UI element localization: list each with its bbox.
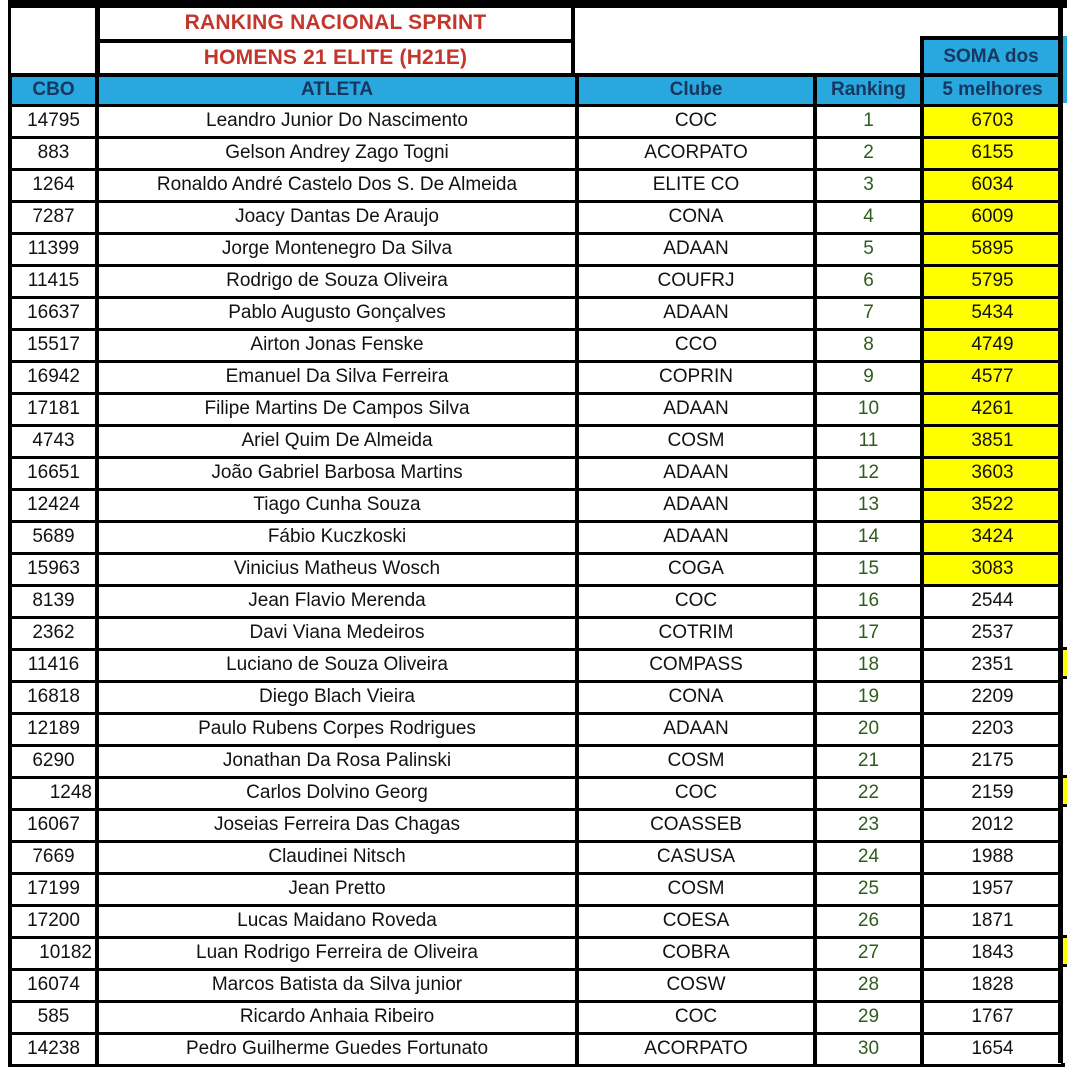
cbo-cell[interactable]: 4743 (10, 425, 97, 457)
clube-cell[interactable]: COSM (577, 873, 815, 905)
table-row (10, 393, 1063, 425)
clube-cell[interactable]: COSM (577, 425, 815, 457)
soma-cell[interactable]: 1767 (922, 1001, 1063, 1033)
ranking-cell[interactable]: 5 (815, 233, 922, 265)
page-subtitle: HOMENS 21 ELITE (H21E) (203, 45, 468, 69)
cbo-cell[interactable]: 14795 (10, 105, 97, 137)
table-row (10, 681, 1063, 713)
clube-cell[interactable]: CCO (577, 329, 815, 361)
soma-cell[interactable]: 6155 (922, 137, 1063, 169)
table-row (10, 905, 1063, 937)
soma-dos-header-cell[interactable]: SOMA dos (920, 36, 1058, 73)
atleta-cell[interactable]: Lucas Maidano Roveda (97, 905, 577, 937)
atleta-cell[interactable]: Jean Pretto (97, 873, 577, 905)
ranking-cell[interactable]: 27 (815, 937, 922, 969)
clube-cell[interactable]: COBRA (577, 937, 815, 969)
ranking-cell[interactable]: 17 (815, 617, 922, 649)
atleta-cell[interactable]: Leandro Junior Do Nascimento (97, 105, 577, 137)
ranking-cell[interactable]: 28 (815, 969, 922, 1001)
cbo-cell[interactable]: 11415 (10, 265, 97, 297)
soma-cell[interactable]: 4749 (922, 329, 1063, 361)
cbo-cell[interactable]: 8139 (10, 585, 97, 617)
soma-cell[interactable]: 3522 (922, 489, 1063, 521)
cbo-cell[interactable]: 7287 (10, 201, 97, 233)
ranking-cell[interactable]: 11 (815, 425, 922, 457)
atleta-cell[interactable]: Pedro Guilherme Guedes Fortunato (97, 1033, 577, 1065)
clube-column-header[interactable]: Clube (577, 75, 815, 105)
soma-cell[interactable]: 6703 (922, 105, 1063, 137)
atleta-cell[interactable]: Fábio Kuczkoski (97, 521, 577, 553)
ranking-cell[interactable]: 19 (815, 681, 922, 713)
soma-cell[interactable]: 2544 (922, 585, 1063, 617)
clube-cell[interactable]: CONA (577, 201, 815, 233)
table-row (10, 521, 1063, 553)
clube-cell[interactable]: COESA (577, 905, 815, 937)
cbo-cell[interactable]: 1248 (10, 777, 97, 809)
atleta-cell[interactable]: Claudinei Nitsch (97, 841, 577, 873)
table-row (10, 873, 1063, 905)
partial-next-column-highlight (1063, 935, 1067, 967)
soma-cell[interactable]: 1957 (922, 873, 1063, 905)
clube-cell[interactable]: ADAAN (577, 457, 815, 489)
table-row (10, 1001, 1063, 1033)
soma-cell[interactable]: 2175 (922, 745, 1063, 777)
cbo-cell[interactable]: 17200 (10, 905, 97, 937)
soma-cell[interactable]: 1843 (922, 937, 1063, 969)
cbo-cell[interactable]: 15517 (10, 329, 97, 361)
table-row (10, 233, 1063, 265)
soma-cell[interactable]: 3424 (922, 521, 1063, 553)
clube-cell[interactable]: COSW (577, 969, 815, 1001)
cbo-cell[interactable]: 17199 (10, 873, 97, 905)
atleta-cell[interactable]: Gelson Andrey Zago Togni (97, 137, 577, 169)
table-row (10, 841, 1063, 873)
clube-cell[interactable]: ACORPATO (577, 137, 815, 169)
cbo-cell[interactable]: 883 (10, 137, 97, 169)
clube-cell[interactable]: COASSEB (577, 809, 815, 841)
ranking-cell[interactable]: 6 (815, 265, 922, 297)
cbo-cell[interactable]: 1264 (10, 169, 97, 201)
atleta-cell[interactable]: Vinicius Matheus Wosch (97, 553, 577, 585)
clube-cell[interactable]: CONA (577, 681, 815, 713)
cbo-cell[interactable]: 12189 (10, 713, 97, 745)
atleta-cell[interactable]: Paulo Rubens Corpes Rodrigues (97, 713, 577, 745)
table-row (10, 777, 1063, 809)
clube-cell[interactable]: CASUSA (577, 841, 815, 873)
atleta-cell[interactable]: Luan Rodrigo Ferreira de Oliveira (97, 937, 577, 969)
atleta-cell[interactable]: Jorge Montenegro Da Silva (97, 233, 577, 265)
ranking-cell[interactable]: 8 (815, 329, 922, 361)
soma-cell[interactable]: 1871 (922, 905, 1063, 937)
soma-cell[interactable]: 5434 (922, 297, 1063, 329)
clube-cell[interactable]: ACORPATO (577, 1033, 815, 1065)
cbo-cell[interactable]: 6290 (10, 745, 97, 777)
ranking-cell[interactable]: 29 (815, 1001, 922, 1033)
ranking-table (8, 73, 1065, 1067)
atleta-cell[interactable]: Pablo Augusto Gonçalves (97, 297, 577, 329)
atleta-cell[interactable]: Airton Jonas Fenske (97, 329, 577, 361)
atleta-column-header[interactable]: ATLETA (97, 75, 577, 105)
clube-cell[interactable]: ADAAN (577, 393, 815, 425)
ranking-table-body (10, 105, 1063, 1065)
title-box (95, 8, 575, 73)
clube-cell[interactable]: ADAAN (577, 521, 815, 553)
atleta-cell[interactable]: Ariel Quim De Almeida (97, 425, 577, 457)
ranking-cell[interactable]: 23 (815, 809, 922, 841)
ranking-cell[interactable]: 24 (815, 841, 922, 873)
clube-cell[interactable]: ADAAN (577, 713, 815, 745)
cbo-cell[interactable]: 17181 (10, 393, 97, 425)
atleta-cell[interactable]: Diego Blach Vieira (97, 681, 577, 713)
ranking-cell[interactable]: 4 (815, 201, 922, 233)
ranking-cell[interactable]: 30 (815, 1033, 922, 1065)
ranking-cell[interactable]: 2 (815, 137, 922, 169)
ranking-cell[interactable]: 14 (815, 521, 922, 553)
clube-cell[interactable]: ADAAN (577, 233, 815, 265)
soma-cell[interactable]: 1654 (922, 1033, 1063, 1065)
atleta-cell[interactable]: João Gabriel Barbosa Martins (97, 457, 577, 489)
clube-cell[interactable]: COPRIN (577, 361, 815, 393)
cbo-cell[interactable]: 10182 (10, 937, 97, 969)
soma-cell[interactable]: 2537 (922, 617, 1063, 649)
soma-cell[interactable]: 6034 (922, 169, 1063, 201)
cbo-cell[interactable]: 14238 (10, 1033, 97, 1065)
ranking-cell[interactable]: 22 (815, 777, 922, 809)
ranking-cell[interactable]: 9 (815, 361, 922, 393)
table-row (10, 329, 1063, 361)
atleta-cell[interactable]: Filipe Martins De Campos Silva (97, 393, 577, 425)
table-row (10, 809, 1063, 841)
cbo-cell[interactable]: 16942 (10, 361, 97, 393)
ranking-cell[interactable]: 21 (815, 745, 922, 777)
ranking-cell[interactable]: 15 (815, 553, 922, 585)
table-row (10, 489, 1063, 521)
cbo-cell[interactable]: 7669 (10, 841, 97, 873)
clube-cell[interactable]: COTRIM (577, 617, 815, 649)
cbo-cell[interactable]: 2362 (10, 617, 97, 649)
cbo-cell[interactable]: 15963 (10, 553, 97, 585)
clube-cell[interactable]: COMPASS (577, 649, 815, 681)
soma-cell[interactable]: 2351 (922, 649, 1063, 681)
table-row (10, 1033, 1063, 1065)
ranking-cell[interactable]: 13 (815, 489, 922, 521)
table-row (10, 585, 1063, 617)
table-row (10, 201, 1063, 233)
cbo-column-header[interactable]: CBO (10, 75, 97, 105)
soma-cell[interactable]: 5795 (922, 265, 1063, 297)
table-row (10, 265, 1063, 297)
ranking-cell[interactable]: 18 (815, 649, 922, 681)
atleta-cell[interactable]: Jean Flavio Merenda (97, 585, 577, 617)
table-row (10, 713, 1063, 745)
cbo-cell[interactable]: 12424 (10, 489, 97, 521)
ranking-cell[interactable]: 3 (815, 169, 922, 201)
cbo-cell[interactable]: 11416 (10, 649, 97, 681)
ranking-cell[interactable]: 7 (815, 297, 922, 329)
table-row (10, 969, 1063, 1001)
cbo-cell[interactable]: 16074 (10, 969, 97, 1001)
clube-cell[interactable]: COC (577, 1001, 815, 1033)
soma-cell[interactable]: 1988 (922, 841, 1063, 873)
table-row (10, 105, 1063, 137)
cbo-cell[interactable]: 16637 (10, 297, 97, 329)
table-row (10, 169, 1063, 201)
soma-cell[interactable]: 4577 (922, 361, 1063, 393)
atleta-cell[interactable]: Joseias Ferreira Das Chagas (97, 809, 577, 841)
partial-next-column-header (1063, 36, 1067, 103)
column-header-row (10, 75, 1063, 105)
table-row (10, 649, 1063, 681)
clube-cell[interactable]: COSM (577, 745, 815, 777)
atleta-cell[interactable]: Ronaldo André Castelo Dos S. De Almeida (97, 169, 577, 201)
cbo-cell[interactable]: 585 (10, 1001, 97, 1033)
table-row (10, 457, 1063, 489)
atleta-cell[interactable]: Rodrigo de Souza Oliveira (97, 265, 577, 297)
ranking-cell[interactable]: 16 (815, 585, 922, 617)
soma-cell[interactable]: 3083 (922, 553, 1063, 585)
atleta-cell[interactable]: Jonathan Da Rosa Palinski (97, 745, 577, 777)
clube-cell[interactable]: COC (577, 777, 815, 809)
cbo-cell[interactable]: 5689 (10, 521, 97, 553)
soma-cell[interactable]: 3603 (922, 457, 1063, 489)
partial-next-column (1058, 8, 1067, 1063)
table-row (10, 553, 1063, 585)
ranking-cell[interactable]: 1 (815, 105, 922, 137)
clube-cell[interactable]: COGA (577, 553, 815, 585)
partial-next-column-highlight (1063, 775, 1067, 807)
soma-cell[interactable]: 5895 (922, 233, 1063, 265)
atleta-cell[interactable]: Carlos Dolvino Georg (97, 777, 577, 809)
soma-cell[interactable]: 1828 (922, 969, 1063, 1001)
table-row (10, 297, 1063, 329)
soma-column-header[interactable]: 5 melhores (922, 75, 1063, 105)
atleta-cell[interactable]: Ricardo Anhaia Ribeiro (97, 1001, 577, 1033)
atleta-cell[interactable]: Joacy Dantas De Araujo (97, 201, 577, 233)
atleta-cell[interactable]: Luciano de Souza Oliveira (97, 649, 577, 681)
cbo-cell[interactable]: 11399 (10, 233, 97, 265)
soma-cell[interactable]: 2203 (922, 713, 1063, 745)
table-row (10, 745, 1063, 777)
atleta-cell[interactable]: Tiago Cunha Souza (97, 489, 577, 521)
atleta-cell[interactable]: Davi Viana Medeiros (97, 617, 577, 649)
clube-cell[interactable]: ELITE CO (577, 169, 815, 201)
atleta-cell[interactable]: Emanuel Da Silva Ferreira (97, 361, 577, 393)
soma-cell[interactable]: 3851 (922, 425, 1063, 457)
top-border-bar (8, 0, 1067, 8)
page-title: RANKING NACIONAL SPRINT (100, 8, 571, 43)
ranking-column-header[interactable]: Ranking (815, 75, 922, 105)
soma-cell[interactable]: 6009 (922, 201, 1063, 233)
soma-cell[interactable]: 4261 (922, 393, 1063, 425)
partial-next-column-highlight (1063, 647, 1067, 679)
table-row (10, 937, 1063, 969)
table-row (10, 361, 1063, 393)
soma-cell[interactable]: 2012 (922, 809, 1063, 841)
table-row (10, 425, 1063, 457)
clube-cell[interactable]: ADAAN (577, 489, 815, 521)
cbo-blank-cell[interactable] (8, 8, 95, 73)
ranking-cell[interactable]: 12 (815, 457, 922, 489)
cbo-cell[interactable]: 16067 (10, 809, 97, 841)
ranking-cell[interactable]: 10 (815, 393, 922, 425)
ranking-cell[interactable]: 25 (815, 873, 922, 905)
atleta-cell[interactable]: Marcos Batista da Silva junior (97, 969, 577, 1001)
table-row (10, 617, 1063, 649)
cbo-cell[interactable]: 16818 (10, 681, 97, 713)
clube-cell[interactable]: COC (577, 585, 815, 617)
table-row (10, 137, 1063, 169)
ranking-cell[interactable]: 26 (815, 905, 922, 937)
clube-cell[interactable]: ADAAN (577, 297, 815, 329)
clube-cell[interactable]: COUFRJ (577, 265, 815, 297)
soma-cell[interactable]: 2159 (922, 777, 1063, 809)
clube-cell[interactable]: COC (577, 105, 815, 137)
ranking-cell[interactable]: 20 (815, 713, 922, 745)
cbo-cell[interactable]: 16651 (10, 457, 97, 489)
soma-cell[interactable]: 2209 (922, 681, 1063, 713)
